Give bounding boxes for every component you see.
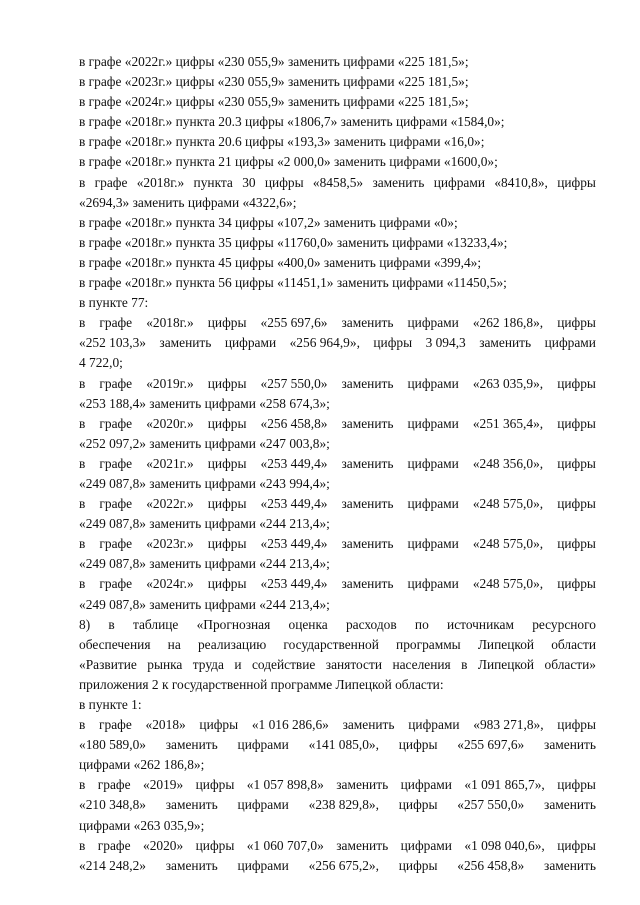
text-line — [79, 635, 596, 655]
text-word: в — [79, 777, 86, 793]
text-word: графе — [99, 717, 132, 733]
text-line — [79, 775, 596, 795]
text-word: заменить — [544, 737, 596, 753]
text-line — [79, 353, 596, 373]
text-word: пункта — [193, 174, 233, 190]
text-word: в — [79, 837, 86, 853]
text-word: «2019» — [143, 777, 184, 793]
text-word: цифрами — [407, 375, 459, 391]
text-line — [79, 856, 596, 876]
text-word: на — [167, 636, 181, 652]
text-word: «141 085,0», — [308, 737, 379, 753]
text-word: «262 186,8», — [472, 315, 544, 331]
text-word: «214 248,2» — [79, 857, 146, 873]
text-word: «2018г.» — [136, 174, 185, 190]
text-word: цифрами — [237, 737, 289, 753]
text-word: цифрами «263 035,9»; — [79, 817, 205, 833]
text-word: таблице — [132, 616, 179, 632]
text-word: обеспечения — [79, 636, 151, 652]
text-word: реализацию — [197, 636, 267, 652]
text-line — [79, 374, 596, 394]
text-word: цифры — [207, 315, 247, 331]
text-word: в — [79, 375, 86, 391]
text-word: «2023г.» — [146, 536, 194, 552]
text-line — [79, 595, 596, 615]
text-line — [79, 313, 596, 333]
text-word: Липецкой — [477, 656, 535, 672]
text-word: государственной — [283, 636, 379, 652]
text-word: «2021г.» — [146, 455, 194, 471]
text-line — [79, 233, 596, 253]
text-word: «252 097,2» заменить цифрами «247 003,8»; — [79, 435, 330, 451]
text-word: в пункте 77: — [79, 295, 149, 311]
text-line — [79, 333, 596, 353]
text-word: «1 057 898,8» — [246, 777, 324, 793]
text-word: «263 035,9», — [472, 375, 544, 391]
text-word: в — [108, 616, 115, 632]
text-line — [79, 494, 596, 514]
text-word: цифрами — [237, 857, 289, 873]
text-line — [79, 253, 596, 273]
text-word: «257 550,0» — [260, 375, 328, 391]
text-word: цифры — [557, 837, 596, 853]
text-word: «248 356,0», — [472, 455, 544, 471]
text-word: в графе «2023г.» цифры «230 055,9» заменить цифрами «225 181,5»; — [79, 74, 469, 90]
text-word: «256 458,8» — [457, 857, 525, 873]
text-word: графе — [94, 174, 128, 190]
text-line — [79, 554, 596, 574]
text-word: цифрами — [407, 415, 459, 431]
text-line — [79, 615, 596, 635]
text-word: цифры — [398, 857, 438, 873]
text-line — [79, 52, 596, 72]
text-word: заменить — [341, 415, 394, 431]
text-word: рынка — [147, 656, 183, 672]
text-word: «253 449,4» — [260, 536, 328, 552]
text-word: графе — [99, 315, 133, 331]
text-line — [79, 474, 596, 494]
text-word: в — [79, 415, 86, 431]
text-word: занятости — [325, 656, 383, 672]
text-word: «2018г.» — [146, 315, 194, 331]
text-line — [79, 574, 596, 594]
text-word: «253 449,4» — [260, 496, 328, 512]
text-word: графе — [99, 375, 133, 391]
text-word: «2694,3» заменить цифрами «4322,6»; — [79, 194, 297, 210]
text-word: цифрами — [407, 536, 459, 552]
text-line — [79, 414, 596, 434]
document-page — [79, 52, 596, 876]
text-word: «Прогнозная — [196, 616, 271, 632]
text-word: цифры — [557, 717, 596, 733]
text-word: в графе «2018г.» пункта 35 цифры «11760,0» заменить цифрами «13233,4»; — [79, 234, 508, 250]
text-word: «1 098 040,6», — [464, 837, 545, 853]
text-word: заменить — [341, 536, 394, 552]
text-word: в — [79, 315, 86, 331]
text-word: цифры — [207, 455, 247, 471]
text-word: в — [461, 656, 468, 672]
text-word: заменить — [544, 797, 596, 813]
text-word: труда — [192, 656, 224, 672]
text-word: «255 697,6» — [260, 315, 328, 331]
text-word: Липецкой — [477, 636, 535, 652]
text-line — [79, 675, 596, 695]
text-word: цифрами «262 186,8»; — [79, 757, 205, 773]
text-word: «180 589,0» — [79, 737, 146, 753]
text-word: цифры — [398, 737, 438, 753]
text-word: цифры — [207, 576, 247, 592]
text-line — [79, 735, 596, 755]
text-word: цифры — [264, 174, 304, 190]
text-word: графе — [99, 415, 133, 431]
text-line — [79, 394, 596, 414]
text-word: «253 188,4» заменить цифрами «258 674,3»; — [79, 395, 330, 411]
text-word: заменить — [372, 174, 425, 190]
text-word: заменить — [341, 455, 394, 471]
text-word: цифры — [195, 837, 235, 853]
text-word: цифры — [557, 174, 596, 190]
text-word: «2019г.» — [146, 375, 194, 391]
text-word: в — [79, 455, 86, 471]
text-word: в графе «2024г.» цифры «230 055,9» заменить цифрами «225 181,5»; — [79, 94, 469, 110]
text-word: цифры — [557, 496, 596, 512]
text-word: 4 722,0; — [79, 355, 123, 371]
text-word: «249 087,8» заменить цифрами «244 213,4»; — [79, 596, 330, 612]
text-word: 3 094,3 — [425, 335, 466, 351]
text-line — [79, 816, 596, 836]
text-word: цифры — [207, 415, 247, 431]
text-word: заменить — [342, 717, 395, 733]
text-word: программы — [396, 636, 461, 652]
text-line — [79, 273, 596, 293]
text-line — [79, 655, 596, 675]
text-word: цифрами — [407, 315, 459, 331]
text-word: «248 575,0», — [472, 576, 544, 592]
text-word: цифрами — [224, 335, 277, 351]
text-line — [79, 213, 596, 233]
text-word: «248 575,0», — [472, 536, 544, 552]
text-word: области» — [544, 656, 596, 672]
text-line — [79, 132, 596, 152]
text-word: в — [79, 496, 86, 512]
text-word: «253 449,4» — [260, 455, 328, 471]
text-word: цифрами — [408, 717, 460, 733]
text-line — [79, 514, 596, 534]
text-word: в пункте 1: — [79, 697, 142, 712]
text-word: цифры — [557, 415, 596, 431]
text-word: заменить — [165, 797, 218, 813]
text-word: «8458,5» — [312, 174, 364, 190]
text-word: «8410,8», — [494, 174, 548, 190]
text-word: заменить — [336, 777, 389, 793]
text-word: цифрами — [407, 576, 459, 592]
text-line — [79, 152, 596, 172]
text-word: «1 060 707,0» — [246, 837, 324, 853]
text-line — [79, 434, 596, 454]
text-word: в графе «2022г.» цифры «230 055,9» заменить цифрами «225 181,5»; — [79, 54, 469, 69]
text-word: «256 458,8» — [260, 415, 328, 431]
text-word: заменить — [159, 335, 212, 351]
text-word: в — [79, 536, 86, 552]
text-word: заменить — [341, 375, 394, 391]
text-word: «255 697,6» — [457, 737, 525, 753]
text-word: «1 016 286,6» — [251, 717, 329, 733]
text-word: «238 829,8», — [308, 797, 379, 813]
text-word: населения — [392, 656, 451, 672]
text-word: в графе «2018г.» пункта 21 цифры «2 000,0» заменить цифрами «1600,0»; — [79, 154, 498, 170]
text-word: цифры — [195, 777, 235, 793]
text-word: графе — [99, 455, 133, 471]
text-word: графе — [99, 536, 133, 552]
text-line — [79, 112, 596, 132]
text-word: цифрами — [407, 455, 459, 471]
text-word: цифры — [199, 717, 239, 733]
text-word: «1 091 865,7», — [464, 777, 545, 793]
text-word: «256 675,2», — [308, 857, 379, 873]
text-word: в — [79, 717, 86, 733]
text-word: содействие — [251, 656, 316, 672]
text-word: «256 964,9», — [289, 335, 360, 351]
text-word: графе — [99, 576, 133, 592]
text-word: «2022г.» — [146, 496, 194, 512]
text-word: источникам — [447, 616, 514, 632]
text-word: цифрами — [400, 837, 452, 853]
text-word: 8) — [79, 616, 91, 632]
text-word: заменить — [341, 576, 394, 592]
text-word: «2020г.» — [146, 415, 194, 431]
text-word: цифрами — [400, 777, 452, 793]
text-word: в — [79, 576, 86, 592]
text-line — [79, 92, 596, 112]
text-line — [79, 755, 596, 775]
text-word: в графе «2018г.» пункта 45 цифры «400,0» заменить цифрами «399,4»; — [79, 254, 482, 270]
text-line — [79, 293, 596, 313]
text-line — [79, 695, 596, 715]
text-word: и — [234, 656, 242, 672]
text-word: цифры — [207, 536, 247, 552]
text-word: в — [79, 174, 86, 190]
text-word: цифры — [557, 375, 596, 391]
text-word: заменить — [479, 335, 532, 351]
text-word: по — [414, 616, 429, 632]
text-word: расходов — [345, 616, 397, 632]
text-word: «249 087,8» заменить цифрами «244 213,4»; — [79, 556, 330, 572]
text-line — [79, 454, 596, 474]
text-word: графе — [99, 496, 133, 512]
text-word: цифры — [207, 375, 247, 391]
text-word: в графе «2018г.» пункта 34 цифры «107,2» заменить цифрами «0»; — [79, 214, 458, 230]
text-word: «253 449,4» — [260, 576, 328, 592]
text-word: в графе «2018г.» пункта 20.6 цифры «193,3» заменить цифрами «16,0»; — [79, 134, 485, 150]
text-word: цифрами — [433, 174, 485, 190]
text-word: оценка — [288, 616, 328, 632]
text-word: цифры — [557, 315, 596, 331]
text-word: заменить — [165, 857, 218, 873]
text-word: «248 575,0», — [472, 496, 544, 512]
text-word: «2020» — [143, 837, 184, 853]
text-word: «249 087,8» заменить цифрами «243 994,4»; — [79, 475, 330, 491]
text-word: заменить — [341, 496, 394, 512]
text-word: заменить — [336, 837, 389, 853]
text-line — [79, 193, 596, 213]
text-word: ресурсного — [532, 616, 596, 632]
text-word: «257 550,0» — [457, 797, 525, 813]
text-word: цифры — [207, 496, 247, 512]
text-line — [79, 836, 596, 856]
text-word: «983 271,8», — [473, 717, 544, 733]
text-word: «249 087,8» заменить цифрами «244 213,4»; — [79, 516, 330, 532]
text-word: цифры — [373, 335, 413, 351]
text-word: цифры — [557, 455, 596, 471]
text-line — [79, 173, 596, 193]
text-line — [79, 72, 596, 92]
text-word: цифрами — [237, 797, 289, 813]
text-word: цифры — [398, 797, 438, 813]
text-word: «Развитие — [79, 656, 137, 672]
text-word: «251 365,4», — [472, 415, 544, 431]
text-word: цифрами — [407, 496, 459, 512]
text-word: «210 348,8» — [79, 797, 146, 813]
text-word: цифры — [557, 576, 596, 592]
text-word: в графе «2018г.» пункта 20.3 цифры «1806,7» заменить цифрами «1584,0»; — [79, 114, 505, 130]
text-line — [79, 715, 596, 735]
text-word: «252 103,3» — [79, 335, 146, 351]
text-word: области — [551, 636, 596, 652]
text-word: заменить — [544, 857, 596, 873]
text-word: графе — [97, 837, 131, 853]
text-word: в графе «2018г.» пункта 56 цифры «11451,1» заменить цифрами «11450,5»; — [79, 275, 507, 291]
text-word: цифры — [557, 777, 596, 793]
text-line — [79, 534, 596, 554]
text-word: 30 — [242, 174, 256, 190]
text-word: заменить — [165, 737, 218, 753]
text-word: цифрами — [544, 335, 596, 351]
text-word: графе — [97, 777, 131, 793]
text-word: «2024г.» — [146, 576, 194, 592]
text-line — [79, 795, 596, 815]
text-word: цифры — [557, 536, 596, 552]
text-word: заменить — [341, 315, 394, 331]
text-word: приложения 2 к государственной программе Липецкой области: — [79, 676, 444, 692]
text-word: «2018» — [145, 717, 186, 733]
